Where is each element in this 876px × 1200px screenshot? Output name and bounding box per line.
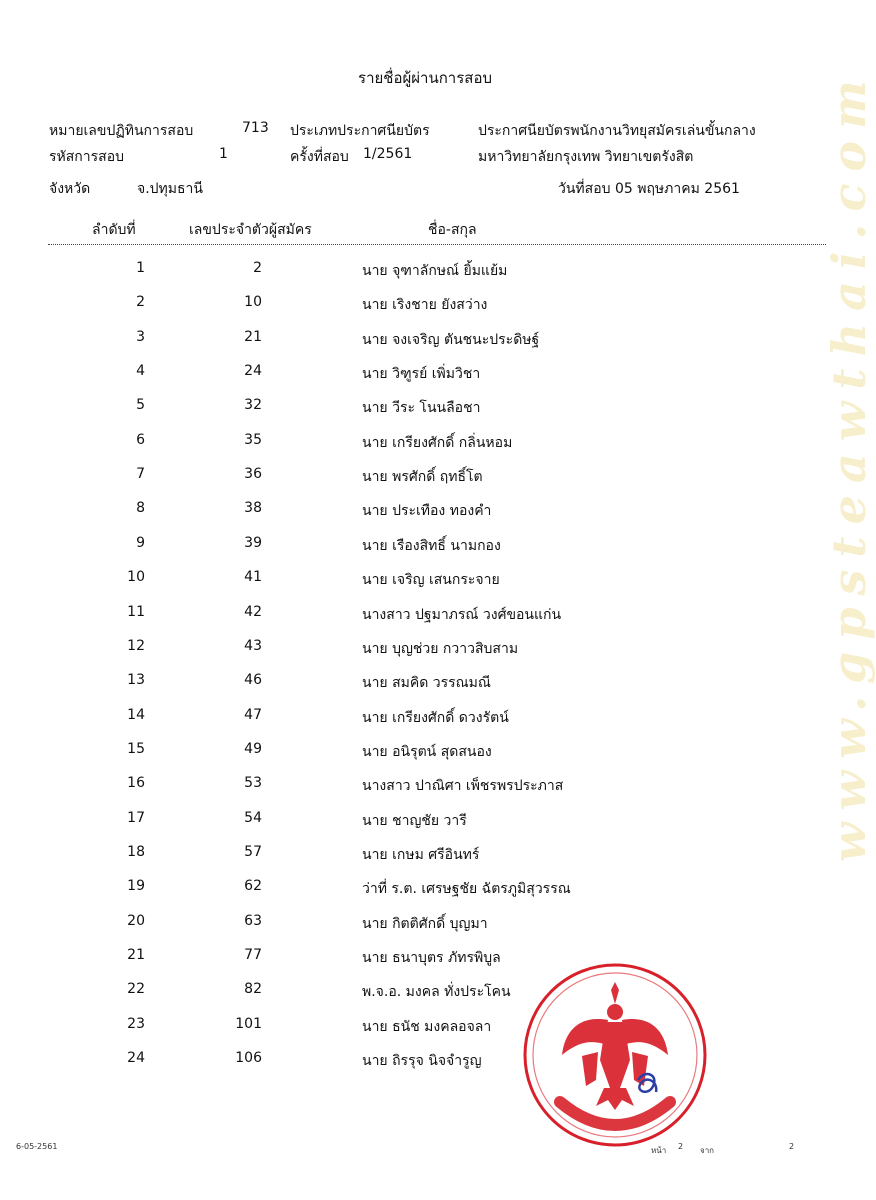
applicant-id: 35 [244, 431, 262, 448]
applicant-name: นาย เกษม ศรีอินทร์ [362, 846, 480, 863]
table-row [0, 913, 850, 937]
table-row [0, 981, 850, 1005]
row-number: 19 [127, 878, 145, 895]
row-number: 18 [127, 843, 145, 860]
applicant-name: นาย พรศักดิ์ ฤทธิ์โต [362, 469, 483, 486]
table-row [0, 363, 850, 387]
applicant-name: พ.จ.อ. มงคล ทั่งประโคน [362, 984, 511, 1001]
page-title: รายชื่อผู้ผ่านการสอบ [358, 69, 492, 87]
province-label: จังหวัด [49, 181, 91, 197]
row-number: 22 [127, 981, 145, 998]
table-row [0, 810, 850, 834]
table-row [0, 775, 850, 799]
row-number: 7 [136, 466, 145, 483]
table-row [0, 604, 850, 628]
applicant-id: 24 [244, 363, 262, 380]
table-row [0, 672, 850, 696]
applicant-name: นาย เจริญ เสนกระจาย [362, 572, 500, 589]
row-number: 16 [127, 775, 145, 792]
header-divider [48, 244, 826, 245]
applicant-id: 43 [244, 637, 262, 654]
table-row [0, 947, 850, 971]
row-number: 3 [136, 328, 145, 345]
applicant-id: 41 [244, 569, 262, 586]
row-number: 5 [136, 397, 145, 414]
row-number: 11 [127, 603, 145, 620]
applicant-name: นาย เกรียงศักดิ์ กลิ่นหอม [362, 434, 513, 451]
applicant-id: 106 [235, 1050, 262, 1067]
applicant-id: 21 [244, 328, 262, 345]
table-row [0, 500, 850, 524]
page-label: หน้า [651, 1146, 667, 1155]
applicant-name: นางสาว ปฐมาภรณ์ วงศ์ขอนแก่น [362, 606, 562, 623]
applicant-id: 62 [244, 878, 262, 895]
row-number: 8 [136, 500, 145, 517]
table-row [0, 329, 850, 353]
table-row [0, 1016, 850, 1040]
applicant-id: 2 [253, 260, 262, 276]
page-number: 2 [678, 1142, 684, 1151]
applicant-id: 53 [244, 775, 262, 792]
column-header-no: ลำดับที่ [92, 222, 136, 238]
table-row [0, 432, 850, 456]
row-number: 23 [127, 1015, 145, 1032]
cert-type-value: ประกาศนียบัตรพนักงานวิทยุสมัครเล่นขั้นกลาง [478, 123, 756, 139]
applicant-name: นาย ประเทือง ทองคำ [362, 503, 492, 520]
row-number: 21 [127, 947, 145, 963]
table-row [0, 466, 850, 490]
applicant-name: นางสาว ปาณิศา เพ็ชรพรประภาส [362, 778, 564, 795]
row-number: 15 [127, 740, 145, 757]
row-number: 10 [127, 569, 145, 586]
applicant-id: 54 [244, 809, 262, 826]
applicant-name: นาย จุฑาลักษณ์ ยิ้มแย้ม [362, 263, 508, 279]
column-header-name: ชื่อ-สกุล [428, 222, 477, 238]
applicant-name: นาย สมคิด วรรณมณี [362, 675, 491, 692]
row-number: 12 [127, 637, 145, 654]
applicant-id: 36 [244, 466, 262, 483]
official-seal [520, 960, 710, 1150]
applicant-name: นาย อนิรุตน์ สุดสนอง [362, 743, 492, 760]
row-number: 20 [127, 912, 145, 929]
applicant-name: นาย ธนาบุตร ภัทรพิบูล [362, 950, 501, 966]
exam-code-label: รหัสการสอบ [49, 149, 124, 165]
table-row [0, 1050, 850, 1074]
table-row [0, 535, 850, 559]
table-row [0, 707, 850, 731]
applicant-id: 63 [244, 912, 262, 929]
applicant-name: นาย เริงชาย ยังสว่าง [362, 297, 488, 314]
exam-round-value: 1/2561 [363, 146, 413, 162]
applicant-id: 77 [244, 947, 262, 963]
table-row [0, 638, 850, 662]
row-number: 2 [136, 294, 145, 311]
row-number: 6 [136, 431, 145, 448]
applicant-id: 57 [244, 843, 262, 860]
applicant-id: 101 [235, 1015, 262, 1032]
exam-schedule-value: 713 [242, 120, 269, 136]
row-number: 13 [127, 672, 145, 689]
applicant-name: นาย วิฑูรย์ เพิ่มวิชา [362, 366, 481, 383]
applicant-name: นาย ถิรรุจ นิจจำรูญ [362, 1053, 482, 1070]
province-value: จ.ปทุมธานี [137, 181, 203, 197]
table-row [0, 844, 850, 868]
applicant-name: นาย กิตติศักดิ์ บุญมา [362, 915, 488, 932]
row-number: 17 [127, 809, 145, 826]
exam-code-value: 1 [219, 146, 228, 162]
applicant-name: นาย ชาญชัย วารี [362, 812, 467, 829]
applicant-name: นาย บุญช่วย กวาวสิบสาม [362, 640, 519, 657]
exam-round-label: ครั้งที่สอบ [290, 149, 349, 165]
applicant-id: 32 [244, 397, 262, 414]
cert-type-label: ประเภทประกาศนียบัตร [290, 123, 430, 139]
applicant-id: 38 [244, 500, 262, 517]
applicant-id: 49 [244, 740, 262, 757]
signature [638, 1074, 656, 1092]
row-number: 14 [127, 706, 145, 723]
garuda-emblem [562, 982, 668, 1110]
table-row [0, 878, 850, 902]
applicant-id: 42 [244, 603, 262, 620]
column-header-id: เลขประจำตัวผู้สมัคร [189, 222, 312, 238]
table-row [0, 741, 850, 765]
watermark: www.gpsteawthai.com [822, 68, 876, 862]
applicant-name: ว่าที่ ร.ต. เศรษฐชัย ฉัตรภูมิสุวรรณ [362, 881, 571, 898]
row-number: 24 [127, 1050, 145, 1067]
row-number: 4 [136, 363, 145, 380]
applicant-id: 10 [244, 294, 262, 311]
applicant-name: นาย ธนัช มงคลอจลา [362, 1018, 492, 1035]
table-row [0, 397, 850, 421]
page-of-label: จาก [700, 1146, 715, 1155]
applicant-name: นาย จงเจริญ ตันชนะประดิษฐ์ [362, 331, 540, 348]
exam-date: วันที่สอบ 05 พฤษภาคม 2561 [558, 181, 740, 197]
table-row [0, 294, 850, 318]
row-number: 1 [136, 260, 145, 276]
applicant-id: 82 [244, 981, 262, 998]
applicant-id: 39 [244, 534, 262, 551]
row-number: 9 [136, 534, 145, 551]
table-row [0, 569, 850, 593]
print-date: 6-05-2561 [16, 1142, 58, 1151]
applicant-id: 47 [244, 706, 262, 723]
applicant-name: นาย เรืองสิทธิ์ นามกอง [362, 537, 501, 554]
applicant-name: นาย วีระ โนนลือชา [362, 400, 481, 417]
applicant-id: 46 [244, 672, 262, 689]
page-total: 2 [789, 1142, 795, 1151]
table-row [0, 260, 850, 284]
applicant-name: นาย เกรียงศักดิ์ ดวงรัตน์ [362, 709, 509, 726]
exam-venue: มหาวิทยาลัยกรุงเทพ วิทยาเขตรังสิต [478, 149, 694, 165]
exam-schedule-label: หมายเลขปฏิทินการสอบ [49, 123, 194, 139]
